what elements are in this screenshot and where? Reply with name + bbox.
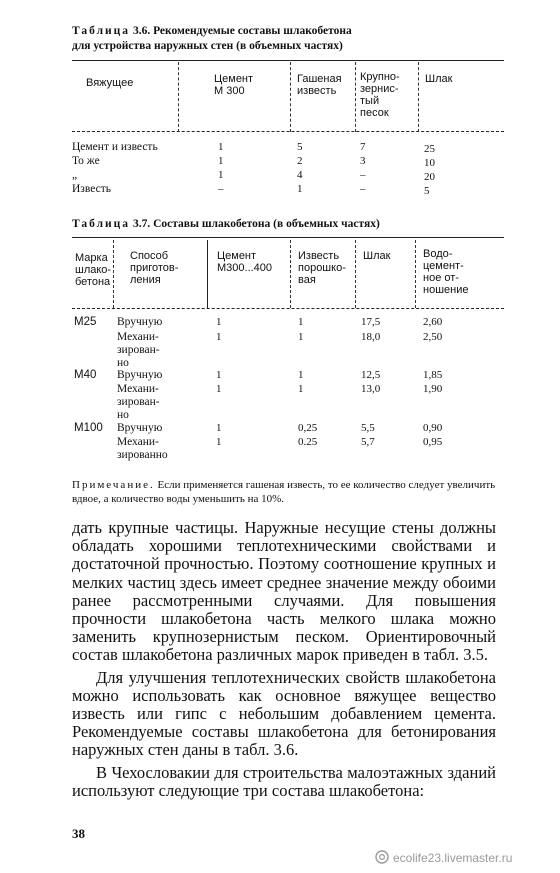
table-cell-value: 20 (424, 171, 435, 183)
table-cell-value: 13,0 (361, 383, 381, 395)
table-3-7-col-sep (290, 240, 291, 308)
table-3-7-col-sep (415, 240, 416, 308)
table-cell-value: 1 (216, 331, 222, 343)
table-cell-value: 2 (297, 155, 303, 167)
paragraph: В Чехословакии для строительства малоэтажных зданий используют следующие три состава шлакобетона: (72, 762, 496, 800)
table-cell-value: 1 (298, 331, 304, 343)
table-note (72, 478, 512, 506)
table-3-7-col-sep (207, 240, 208, 308)
table-cell-value: 7 (360, 141, 366, 153)
table-3-7-header-grade: Марка шлако- бетона (75, 252, 112, 288)
table-cell-value: – (360, 183, 366, 195)
table-cell-value: 1 (298, 383, 304, 395)
table-3-7-caption-label: Таблица (72, 218, 131, 230)
table-cell-value: 5 (424, 185, 430, 197)
table-cell-value: 1 (216, 383, 222, 395)
table-3-6-caption-text: 3.6. Рекомендуемые составы шлакобетона (130, 25, 352, 37)
note-label: Примечание. (72, 479, 155, 491)
table-3-7-caption (72, 217, 380, 231)
table-cell-value: 5,5 (361, 422, 375, 434)
table-cell-value: 17,5 (361, 316, 381, 328)
table-cell-value: 1 (216, 369, 222, 381)
table-cell-value: 5 (297, 141, 303, 153)
table-cell-method: Вручную (117, 369, 163, 381)
table-3-6-caption (72, 24, 352, 38)
table-cell-value: 2,50 (423, 331, 443, 343)
table-cell-value: 18,0 (361, 331, 381, 343)
table-3-6-col-sep (290, 62, 291, 132)
table-cell-value: 1 (216, 436, 222, 448)
table-3-7-header-slag: Шлак (363, 250, 391, 262)
table-cell-value: 1 (218, 155, 224, 167)
note-text: Если применяется гашеная известь, то ее количество следует увеличить вдвое, а количество воды уменьшить на 10%. (72, 479, 496, 505)
table-cell-value: 0,90 (423, 422, 443, 434)
body-text (72, 519, 496, 800)
table-3-7-header-cement: Цемент М300...400 (217, 250, 273, 274)
table-cell-method: Механи- зирован- но (117, 383, 160, 421)
table-cell-value: 1 (218, 169, 224, 181)
table-cell-value: 0,25 (298, 422, 318, 434)
paragraph: Для улучшения теплотехнических свойств шлакобетона можно использовать как основное вяжущее вещество известь или гипс с небольшим добавлением цемента. Рекомендуемые составы шлакобетона для бетонирования наружных стен даны в табл. 3.6. (72, 667, 496, 760)
table-cell-value: 1 (216, 422, 222, 434)
table-3-7-col-sep (355, 240, 356, 308)
table-cell-value: 25 (424, 143, 435, 155)
table-cell-method: Вручную (117, 316, 163, 328)
table-3-6-header-sand: Крупно- зернис- тый песок (360, 71, 400, 119)
table-cell-label: Известь (72, 183, 111, 195)
table-3-6-header-lime: Гашеная известь (297, 73, 342, 97)
table-3-7-col-sep (113, 240, 114, 308)
table-cell-grade: М25 (74, 316, 97, 328)
table-3-6-col-sep (178, 62, 179, 132)
watermark (375, 850, 512, 867)
table-cell-value: – (218, 183, 224, 195)
table-cell-value: 0,95 (423, 436, 443, 448)
table-cell-value: 1,90 (423, 383, 443, 395)
table-cell-value: 1 (297, 183, 303, 195)
table-3-6-col-sep (355, 62, 356, 132)
table-cell-label: Цемент и известь (72, 141, 158, 153)
table-cell-grade: М100 (74, 422, 103, 434)
table-cell-value: 3 (360, 155, 366, 167)
table-cell-value: 1,85 (423, 369, 443, 381)
table-cell-value: 2,60 (423, 316, 443, 328)
table-cell-value: 1 (298, 369, 304, 381)
paragraph: дать крупные частицы. Наружные несущие стены должны обладать хорошими теплотехническими свойствами и достаточной прочностью. Поэтому соотношение крупных и мелких частиц здесь имеет среднее значение между обоими ранее рассмотренными случаями. Для повышения прочности шлакобетона часть мелкого шлака можно заменить крупнозернистым песком. Ориентировочный состав шлакобетона различных марок приведен в табл. 3.5. (72, 518, 496, 665)
table-3-6-header-cement: Цемент М 300 (214, 73, 254, 97)
table-cell-value: 5,7 (361, 436, 375, 448)
livemaster-logo-icon (375, 850, 389, 867)
table-3-7-header-method: Способ приготов- ления (130, 250, 179, 286)
table-cell-value: 0.25 (298, 436, 318, 448)
table-3-6-header-rule (72, 131, 504, 132)
table-3-6-header-binder: Вяжущее (86, 77, 134, 89)
table-3-6-caption-label: Таблица (72, 25, 131, 37)
table-3-6-header-slag: Шлак (425, 73, 453, 85)
table-3-7-header-wc-ratio: Водо- цемент- ное от- ношение (423, 248, 469, 296)
table-cell-value: 4 (297, 169, 303, 181)
table-cell-value: 1 (218, 141, 224, 153)
table-cell-method: Механи- зированно (117, 436, 168, 461)
table-cell-value: 10 (424, 157, 435, 169)
page-number: 38 (72, 826, 85, 841)
table-3-6-top-rule (72, 60, 504, 61)
table-cell-value: 1 (298, 316, 304, 328)
table-3-6-caption-line2: для устройства наружных стен (в объемных частях) (72, 40, 343, 52)
table-cell-grade: М40 (74, 369, 97, 381)
table-cell-value: 1 (216, 316, 222, 328)
table-cell-label: То же (72, 155, 100, 167)
table-3-7-caption-text: 3.7. Составы шлакобетона (в объемных частях) (130, 218, 380, 230)
table-3-7-header-lime: Известь порошко- вая (298, 250, 346, 286)
table-cell-method: Механи- зирован- но (117, 331, 160, 369)
table-3-6-col-sep (418, 62, 419, 132)
table-cell-method: Вручную (117, 422, 163, 434)
watermark-text: ecolife23.livemaster.ru (393, 851, 513, 865)
table-cell-value: 12,5 (361, 369, 381, 381)
table-3-7-header-rule (72, 308, 504, 309)
table-cell-label: „ (72, 169, 78, 181)
table-3-7-top-rule (72, 237, 504, 238)
table-cell-value: – (360, 169, 366, 181)
